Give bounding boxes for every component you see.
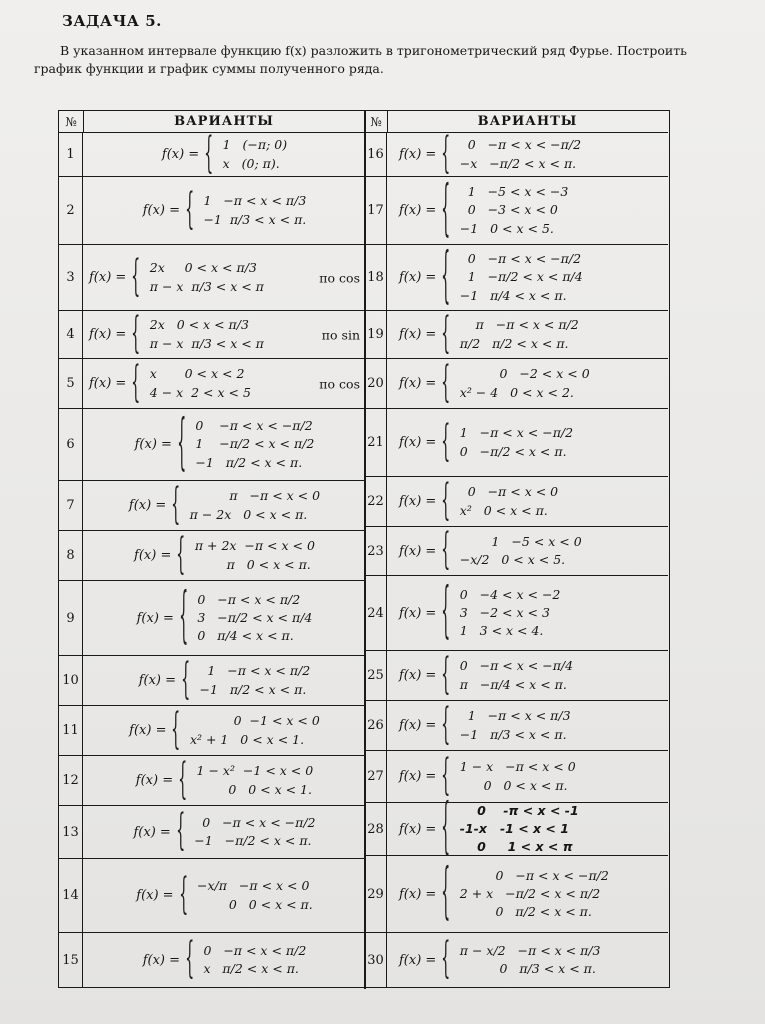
left-brace-icon: { xyxy=(178,869,188,920)
case-line: 0 −π < x < −π/2 xyxy=(459,867,609,883)
left-brace-icon: { xyxy=(441,575,451,647)
piecewise-cases xyxy=(460,250,583,304)
left-brace-icon: { xyxy=(131,308,141,359)
variant-number: 16 xyxy=(365,133,387,176)
variant-formula xyxy=(89,481,360,530)
piecewise-cases xyxy=(190,712,320,748)
case-line: −1 π/4 < x < π. xyxy=(459,287,567,303)
case-line: −x/π −π < x < 0 xyxy=(197,878,310,894)
left-brace-icon: { xyxy=(441,173,451,245)
variant-row xyxy=(59,806,364,859)
left-brace-icon: { xyxy=(131,357,141,408)
variant-row xyxy=(365,128,668,179)
case-line: 2x 0 < x < π/3 xyxy=(149,317,249,333)
variant-formula xyxy=(393,173,664,245)
variant-row xyxy=(59,756,364,806)
variant-row xyxy=(365,576,668,651)
function-label: f(x) = xyxy=(399,435,437,450)
left-brace-icon: { xyxy=(441,416,451,467)
piecewise-cases xyxy=(197,762,314,798)
case-line: 0 −2 < x < 0 xyxy=(459,366,590,382)
variant-row xyxy=(59,531,364,581)
piecewise-cases xyxy=(194,814,315,850)
case-line: −1 π/2 < x < π. xyxy=(199,681,307,697)
case-line: 2 + x −π/2 < x < π/2 xyxy=(459,885,601,901)
variant-row xyxy=(59,177,364,245)
function-label: f(x) = xyxy=(161,147,200,162)
variant-number: 26 xyxy=(365,701,387,750)
header-number-right: № xyxy=(365,111,387,133)
variant-formula xyxy=(89,656,360,705)
task-statement xyxy=(34,42,744,78)
function-label: f(x) = xyxy=(399,718,437,733)
variant-number: 14 xyxy=(59,859,83,932)
case-line: 1 −π/2 < x < π/2 xyxy=(195,436,315,452)
left-brace-icon: { xyxy=(441,649,451,700)
piecewise-cases xyxy=(203,192,306,228)
case-line: π − x/2 −π < x < π/3 xyxy=(459,942,601,958)
case-line: -1-x -1 < x < 1 xyxy=(459,820,569,836)
piecewise-cases xyxy=(460,183,569,237)
variant-row xyxy=(365,651,668,701)
piecewise-cases xyxy=(197,591,312,645)
function-label: f(x) = xyxy=(399,327,437,342)
variant-number: 11 xyxy=(59,706,83,755)
variant-row xyxy=(59,859,364,933)
variant-number: 5 xyxy=(59,359,83,408)
function-label: f(x) = xyxy=(399,821,437,837)
left-brace-icon: { xyxy=(441,128,451,179)
left-brace-icon: { xyxy=(171,704,181,755)
left-brace-icon: { xyxy=(175,805,186,856)
case-line: π − x π/3 < x < π xyxy=(149,335,264,351)
case-line: 0 0 < x < π. xyxy=(459,777,568,793)
variant-number: 27 xyxy=(365,751,387,802)
variant-formula xyxy=(393,576,664,650)
variant-row xyxy=(59,308,364,359)
function-label: f(x) = xyxy=(399,952,437,968)
case-line: 1 − x −π < x < 0 xyxy=(459,759,576,775)
function-label: f(x) = xyxy=(399,376,437,391)
variant-row xyxy=(365,856,668,933)
case-line: 0 −π < x < −π/2 xyxy=(195,418,313,434)
case-line: 0 −1 < x < 0 xyxy=(189,713,320,729)
variant-formula xyxy=(89,177,360,244)
piecewise-cases xyxy=(150,259,264,295)
case-line: 0 −π < x < −π/2 xyxy=(459,137,582,153)
case-line: 1 −5 < x < 0 xyxy=(459,533,582,549)
task-line-2: график функции и график суммы полученного ряда. xyxy=(34,61,384,76)
piecewise-cases xyxy=(460,707,571,743)
variant-row xyxy=(59,481,364,531)
variant-number: 20 xyxy=(365,359,387,408)
piecewise-cases xyxy=(460,136,581,172)
case-line: 0 −4 < x < −2 xyxy=(459,586,561,602)
variant-formula xyxy=(393,359,664,408)
case-line: −1 0 < x < 5. xyxy=(459,220,554,236)
piecewise-cases xyxy=(190,487,320,523)
variant-formula xyxy=(89,859,360,932)
piecewise-cases xyxy=(460,424,573,460)
case-line: π/2 π/2 < x < π. xyxy=(459,335,569,351)
piecewise-cases xyxy=(195,537,315,573)
case-line: x² 0 < x < π. xyxy=(459,502,548,518)
piecewise-cases xyxy=(460,802,579,856)
piecewise-cases xyxy=(195,417,314,471)
variant-formula xyxy=(393,856,664,932)
variant-formula xyxy=(89,581,360,655)
case-line: 0 1 < x < π xyxy=(459,839,573,855)
case-line: −1 π/3 < x < π. xyxy=(203,211,307,227)
task-line-1: В указанном интервале функцию f(x) разложить в тригонометрический ряд Фурье. Построить xyxy=(60,43,687,58)
left-brace-icon: { xyxy=(131,251,141,302)
variant-formula xyxy=(89,409,360,480)
case-line: 0 π/4 < x < π. xyxy=(197,628,294,644)
variants-table xyxy=(58,110,670,988)
variant-number: 22 xyxy=(365,477,387,526)
task-title: ЗАДАЧА 5. xyxy=(62,12,162,30)
variant-formula xyxy=(89,308,360,359)
function-label: f(x) = xyxy=(399,203,437,218)
variant-row xyxy=(365,751,668,803)
function-label: f(x) = xyxy=(89,270,127,285)
variant-formula xyxy=(393,651,664,700)
case-line: 1 −π < x < π/2 xyxy=(199,663,311,679)
function-label: f(x) = xyxy=(136,888,174,903)
variant-number: 10 xyxy=(59,656,83,705)
function-label: f(x) = xyxy=(134,437,172,452)
header-variants-right: ВАРИАНТЫ xyxy=(387,111,668,133)
function-label: f(x) = xyxy=(399,147,437,162)
left-brace-icon: { xyxy=(441,791,451,863)
variant-number: 3 xyxy=(59,245,83,310)
case-line: −x/2 0 < x < 5. xyxy=(459,552,566,567)
variant-row xyxy=(365,409,668,477)
variant-formula xyxy=(89,806,360,858)
left-brace-icon: { xyxy=(177,407,187,479)
case-line: 0 −π/2 < x < π. xyxy=(459,443,567,459)
function-label: f(x) = xyxy=(399,886,437,902)
variant-row xyxy=(59,409,364,481)
variant-formula xyxy=(393,791,664,863)
left-brace-icon: { xyxy=(185,933,195,984)
variant-row xyxy=(365,240,668,312)
case-line: 1 (−π; 0) xyxy=(222,137,288,153)
piecewise-cases xyxy=(150,365,251,401)
expansion-note: по cos xyxy=(319,270,360,285)
variant-formula xyxy=(393,409,664,476)
variant-number: 7 xyxy=(59,481,83,530)
function-label: f(x) = xyxy=(399,605,437,621)
variant-formula xyxy=(393,524,664,575)
variant-number: 4 xyxy=(59,311,83,358)
function-label: f(x) = xyxy=(89,327,127,342)
variant-number: 2 xyxy=(59,177,83,244)
variant-number: 8 xyxy=(59,531,83,580)
piecewise-cases xyxy=(460,483,558,519)
variant-number: 1 xyxy=(59,133,83,176)
case-line: π − 2x 0 < x < π. xyxy=(189,506,308,522)
piecewise-cases xyxy=(199,662,310,698)
piecewise-cases xyxy=(460,365,590,401)
variant-number: 21 xyxy=(365,409,387,476)
case-line: 0 -π < x < -1 xyxy=(459,802,579,818)
left-brace-icon: { xyxy=(441,240,451,312)
piecewise-cases xyxy=(460,867,609,921)
header-variants-left: ВАРИАНТЫ xyxy=(83,111,365,133)
variant-number: 29 xyxy=(365,856,387,932)
case-line: 1 −5 < x < −3 xyxy=(459,184,569,200)
function-label: f(x) = xyxy=(133,824,171,840)
piecewise-cases xyxy=(460,758,576,794)
case-line: π + 2x −π < x < 0 xyxy=(194,538,315,554)
case-line: 0 −π < x < −π/4 xyxy=(459,658,574,674)
left-brace-icon: { xyxy=(178,754,188,805)
expansion-note: по cos xyxy=(319,376,360,391)
variant-formula xyxy=(89,756,360,805)
piecewise-cases xyxy=(203,942,306,978)
variant-row xyxy=(365,477,668,527)
variant-formula xyxy=(393,701,664,750)
piecewise-cases xyxy=(460,533,582,569)
case-line: 1 −π < x < π/3 xyxy=(459,708,571,724)
function-label: f(x) = xyxy=(128,498,167,513)
variant-number: 18 xyxy=(365,245,387,310)
left-brace-icon: { xyxy=(441,933,451,984)
variant-row xyxy=(365,173,668,245)
case-line: 0 π/2 < x < π. xyxy=(459,904,592,920)
case-line: −x −π/2 < x < π. xyxy=(459,155,577,171)
case-line: 2x 0 < x < π/3 xyxy=(149,260,257,276)
case-line: 0 −π < x < −π/2 xyxy=(194,814,316,830)
function-label: f(x) = xyxy=(399,270,437,285)
case-line: x (0; π). xyxy=(222,155,280,171)
case-line: π − x π/3 < x < π xyxy=(149,278,264,294)
case-line: 0 0 < x < 1. xyxy=(196,781,312,797)
left-brace-icon: { xyxy=(204,128,214,179)
case-line: π 0 < x < π. xyxy=(194,556,311,572)
variant-row xyxy=(59,245,364,311)
function-label: f(x) = xyxy=(136,610,174,626)
case-line: 0 0 < x < π. xyxy=(197,896,313,912)
variant-row xyxy=(59,581,364,656)
case-line: 0 −π < x < −π/2 xyxy=(459,251,582,267)
function-label: f(x) = xyxy=(135,773,174,788)
header-number-left: № xyxy=(59,111,83,133)
variant-row xyxy=(59,359,364,409)
variant-row xyxy=(365,359,668,409)
variant-row xyxy=(59,706,364,756)
variant-number: 25 xyxy=(365,651,387,700)
variant-row xyxy=(365,308,668,359)
variant-row xyxy=(365,524,668,576)
case-line: x² + 1 0 < x < 1. xyxy=(189,731,305,747)
left-brace-icon: { xyxy=(171,479,181,530)
variant-number: 19 xyxy=(365,311,387,358)
case-line: 3 −π/2 < x < π/4 xyxy=(197,609,313,625)
piecewise-cases xyxy=(223,136,287,172)
function-label: f(x) = xyxy=(399,668,437,683)
left-brace-icon: { xyxy=(441,357,451,408)
piecewise-cases xyxy=(460,586,561,640)
case-line: −1 π/2 < x < π. xyxy=(195,454,303,470)
variant-number: 23 xyxy=(365,527,387,575)
left-brace-icon: { xyxy=(441,750,451,801)
case-line: 0 −π < x < π/2 xyxy=(203,942,307,958)
function-label: f(x) = xyxy=(399,494,437,509)
variant-row xyxy=(59,933,364,987)
case-line: x 0 < x < 2 xyxy=(149,366,245,382)
variant-number: 6 xyxy=(59,409,83,480)
case-line: 1 −π < x < π/3 xyxy=(203,193,307,209)
variant-number: 28 xyxy=(365,803,387,855)
case-line: π −π/4 < x < π. xyxy=(459,676,567,692)
case-line: 1 −π < x < −π/2 xyxy=(459,425,574,441)
case-line: 3 −2 < x < 3 xyxy=(459,604,550,620)
piecewise-cases xyxy=(460,657,573,693)
variant-formula xyxy=(89,531,360,580)
variant-number: 24 xyxy=(365,576,387,650)
variant-formula xyxy=(393,477,664,526)
case-line: −1 π/3 < x < π. xyxy=(459,726,567,742)
variant-formula xyxy=(89,706,360,755)
variant-row xyxy=(365,791,668,863)
variant-row xyxy=(365,701,668,751)
function-label: f(x) = xyxy=(138,673,177,688)
left-brace-icon: { xyxy=(441,856,451,928)
piecewise-cases xyxy=(460,942,601,978)
left-brace-icon: { xyxy=(185,184,195,235)
left-brace-icon: { xyxy=(441,524,451,575)
expansion-note: по sin xyxy=(321,327,360,342)
variant-number: 12 xyxy=(59,756,83,805)
function-label: f(x) = xyxy=(89,376,127,391)
function-label: f(x) = xyxy=(134,548,172,563)
variant-number: 9 xyxy=(59,581,83,655)
case-line: x π/2 < x < π. xyxy=(203,961,299,976)
variant-number: 30 xyxy=(365,933,387,987)
case-line: 0 π/3 < x < π. xyxy=(459,961,596,976)
left-brace-icon: { xyxy=(441,475,451,526)
piecewise-cases xyxy=(197,877,313,913)
variant-formula xyxy=(393,751,664,802)
column-divider xyxy=(83,111,84,133)
variant-number: 13 xyxy=(59,806,83,858)
case-line: π −π < x < π/2 xyxy=(459,317,579,333)
variant-row xyxy=(365,933,668,987)
piecewise-cases xyxy=(460,316,579,352)
case-line: 1 − x² −1 < x < 0 xyxy=(196,763,314,779)
case-line: 4 − x 2 < x < 5 xyxy=(149,384,251,400)
left-brace-icon: { xyxy=(179,580,189,652)
variant-number: 15 xyxy=(59,933,83,987)
variant-formula xyxy=(393,128,664,179)
case-line: 1 −π/2 < x < π/4 xyxy=(459,269,583,285)
left-brace-icon: { xyxy=(176,529,186,580)
case-line: 0 −3 < x < 0 xyxy=(459,202,558,218)
function-label: f(x) = xyxy=(129,723,167,738)
variant-formula xyxy=(89,933,360,987)
variant-formula xyxy=(393,933,664,987)
case-line: x² − 4 0 < x < 2. xyxy=(459,384,574,400)
case-line: π −π < x < 0 xyxy=(189,488,321,504)
left-brace-icon: { xyxy=(441,308,451,359)
variant-row xyxy=(59,656,364,706)
piecewise-cases xyxy=(150,316,264,352)
left-brace-icon: { xyxy=(181,654,191,705)
function-label: f(x) = xyxy=(399,543,437,559)
case-line: 0 −π < x < 0 xyxy=(459,484,559,500)
variant-formula xyxy=(393,240,664,312)
column-divider xyxy=(387,111,388,133)
left-brace-icon: { xyxy=(441,699,451,750)
function-label: f(x) = xyxy=(142,203,180,218)
variant-formula xyxy=(393,308,664,359)
case-line: 1 3 < x < 4. xyxy=(459,623,544,639)
variant-number: 17 xyxy=(365,177,387,244)
case-line: −1 −π/2 < x < π. xyxy=(194,833,312,848)
case-line: 0 −π < x < π/2 xyxy=(197,591,301,607)
function-label: f(x) = xyxy=(399,769,437,784)
variant-formula xyxy=(89,128,360,179)
function-label: f(x) = xyxy=(142,952,180,968)
variant-row xyxy=(59,128,364,179)
